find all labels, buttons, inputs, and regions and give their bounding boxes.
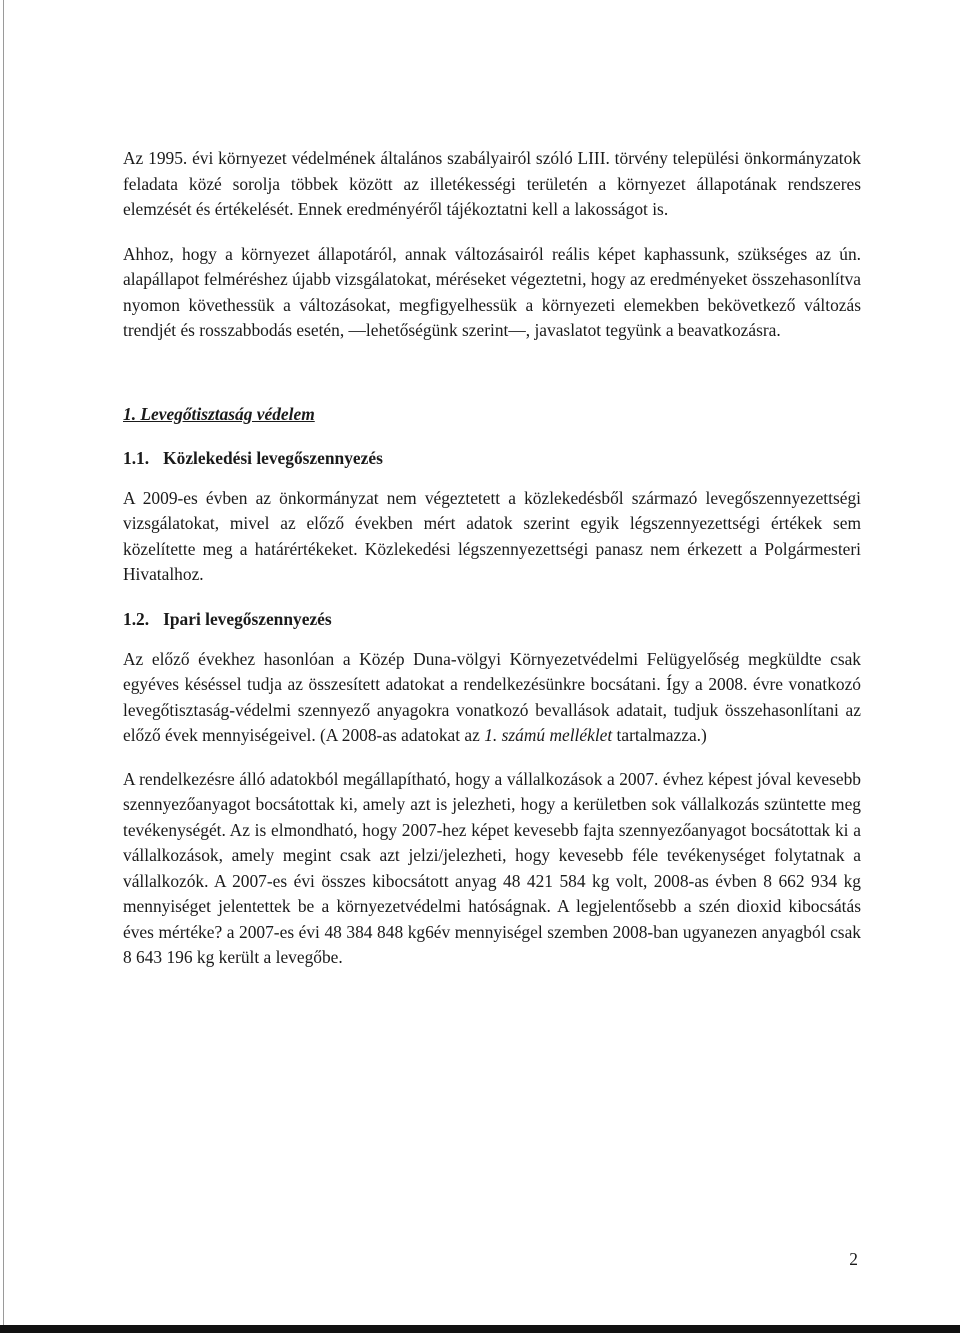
subsection-title: Közlekedési levegőszennyezés — [163, 447, 383, 468]
paragraph-text: Az előző évekhez hasonlóan a Közép Duna-völgyi Környezetvédelmi Felügyelőség megküldte csak egyéves késéssel tudja az összesített adatokat a rendelkezésünkre bocsátani. Így a 2008. évre vonatkozó levegőtisztaság-védelmi szennyező anyagokra vonatkozó bevallások adatait, tudjuk összehasonlítani az előző évek mennyiségeivel. (A 2008-as adatokat az — [123, 648, 861, 745]
intro-paragraph-2: Ahhoz, hogy a környezet állapotáról, annak változásairól reális képet kaphassunk, szükséges az ún. alapállapot felméréshez újabb vizsgálatokat, méréseket végeztetni, hogy az eredményeket összehasonlítva nyomon követhessük a változásokat, megfigyelhessük a környezeti elemekben bekövetkező változás trendjét és rosszabbodás esetén, —lehetőségünk szerint—, javaslatot tegyünk a beavatkozásra. — [123, 243, 861, 340]
scan-edge-bottom — [0, 1325, 960, 1333]
paragraph-text-end: tartalmazza.) — [612, 725, 707, 745]
section-heading: 1. Levegőtisztaság védelem — [123, 403, 315, 424]
subsection-1-2-paragraph-2: A rendelkezésre álló adatokból megállapítható, hogy a vállalkozások a 2007. évhez képest jóval kevesebb szennyezőanyagot bocsátottak ki, amely azt is jelezheti, hogy a kerületben sok vállalkozás szüntette meg tevékenységét. Az is elmondható, hogy 2007-hez képet kevesebb fajta szennyezőanyagot bocsátottak ki a vállalkozások, amely megint csak azt jelzi/jelezheti, hogy kevesebb féle tevékenységet folytatnak a vállalkozók. A 2007-es évi összes kibocsátott anyag 48 421 584 kg volt, 2008-as évben 8 662 934 kg mennyiséget jelentettek be a környezetvédelmi hatóságnak. A legjelentősebb a szén dioxid kibocsátás éves mértéke? a 2007-es évi 48 384 848 kg6év mennyiségel szemben 2008-ban ugyanezen anyagból csak 8 643 196 kg került a levegőbe. — [123, 768, 861, 967]
subsection-number: 1.2. — [123, 608, 150, 629]
page-number: 2 — [849, 1249, 858, 1269]
subsection-heading-1-1 — [123, 446, 861, 470]
scan-edge-left — [3, 0, 4, 1333]
intro-paragraph-1: Az 1995. évi környezet védelmének általános szabályairól szóló LIII. törvény települési önkormányzatok feladata közé sorolja többek között az illetékességi területén a környezet állapotának rendszeres elemzését és értékelését. Ennek eredményéről tájékoztatni kell a lakosságot is. — [123, 148, 861, 219]
subsection-1-2-paragraph-1 — [123, 647, 861, 749]
subsection-heading-1-2 — [123, 607, 861, 631]
subsection-1-1-paragraph: A 2009-es évben az önkormányzat nem végeztetett a közlekedésből származó levegőszennyezettségi vizsgálatokat, mivel az előző években mért adatok szerint egyik légszennyezettségi értékek sem közelítette meg a határértékeket. Közlekedési légszennyezettségi panasz nem érkezett a Polgármesteri Hivatalhoz. — [123, 487, 861, 584]
document-page — [123, 146, 861, 971]
subsection-number: 1.1. — [123, 447, 150, 468]
annex-reference: 1. számú melléklet — [484, 725, 613, 745]
subsection-title: Ipari levegőszennyezés — [163, 608, 332, 629]
